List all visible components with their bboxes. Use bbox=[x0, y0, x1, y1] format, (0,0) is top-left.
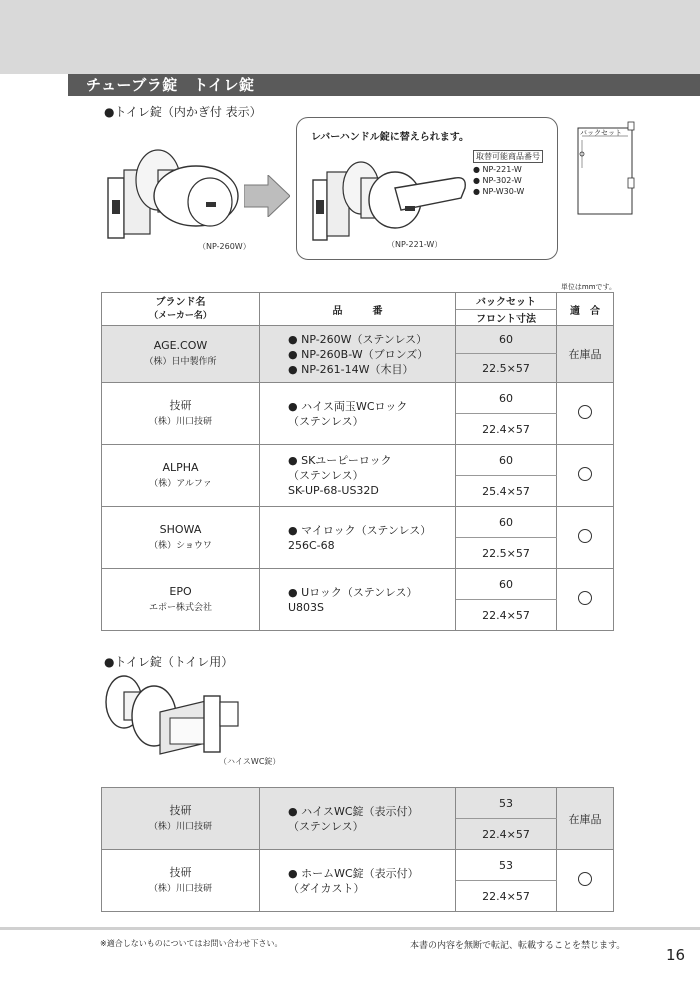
callout-title: レバーハンドル錠に替えられます。 bbox=[311, 132, 469, 143]
table-row bbox=[102, 507, 614, 538]
arrow-right-icon bbox=[244, 175, 290, 217]
compatible-circle-icon bbox=[578, 467, 592, 481]
spec-table-toilet bbox=[101, 787, 614, 912]
backset-value: 53 bbox=[456, 788, 557, 819]
table-row bbox=[102, 569, 614, 600]
page-number: 16 bbox=[666, 946, 686, 964]
backset-value: 53 bbox=[456, 850, 557, 881]
spec-table-main bbox=[101, 292, 614, 631]
fit-cell bbox=[557, 507, 614, 569]
front-value: 25.4×57 bbox=[456, 476, 557, 507]
header-fit: 適 合 bbox=[557, 293, 614, 326]
page-title: チューブラ錠 トイレ錠 bbox=[68, 74, 700, 96]
top-band bbox=[0, 0, 700, 74]
table-row bbox=[102, 445, 614, 476]
product-cell: ● マイロック（ステンレス） 256C-68 bbox=[260, 507, 456, 569]
compatible-item: ● NP-302-W bbox=[473, 176, 522, 185]
product-cell: ● SKユーピーロック （ステンレス） SK-UP-68-US32D bbox=[260, 445, 456, 507]
compatible-item: ● NP-221-W bbox=[473, 165, 522, 174]
product-cell: ● NP-260W（ステンレス） ● NP-260B-W（ブロンズ） ● NP-261-14W（木目） bbox=[260, 326, 456, 383]
compatible-circle-icon bbox=[578, 872, 592, 886]
product-cell: ● ハイス両玉WCロック （ステンレス） bbox=[260, 383, 456, 445]
toilet-lock-illustration bbox=[100, 672, 250, 764]
header-brand: ブランド名 （メーカー名） bbox=[102, 293, 260, 326]
table-row bbox=[102, 326, 614, 354]
tubular-lock-illustration bbox=[98, 140, 248, 248]
lever-handle-callout bbox=[296, 117, 558, 260]
compatible-circle-icon bbox=[578, 529, 592, 543]
header-product: 品 番 bbox=[260, 293, 456, 326]
front-value: 22.4×57 bbox=[456, 881, 557, 912]
brand-cell: AGE.COW （株）日中製作所 bbox=[102, 326, 260, 383]
product-cell: ● ホームWC錠（表示付） （ダイカスト） bbox=[260, 850, 456, 912]
compatible-item: ● NP-W30-W bbox=[473, 187, 525, 196]
front-value: 22.4×57 bbox=[456, 600, 557, 631]
compatible-circle-icon bbox=[578, 405, 592, 419]
front-value: 22.4×57 bbox=[456, 819, 557, 850]
compatible-product-list bbox=[473, 150, 543, 197]
header-backset: バックセット bbox=[456, 293, 557, 310]
front-value: 22.4×57 bbox=[456, 414, 557, 445]
backset-value: 60 bbox=[456, 326, 557, 354]
backset-label: バックセット bbox=[580, 129, 622, 137]
fit-cell bbox=[557, 383, 614, 445]
product-cell: ● ハイスWC錠（表示付） （ステンレス） bbox=[260, 788, 456, 850]
fit-cell bbox=[557, 850, 614, 912]
backset-value: 60 bbox=[456, 445, 557, 476]
brand-cell: 技研 （株）川口技研 bbox=[102, 788, 260, 850]
fit-value: 在庫品 bbox=[557, 326, 614, 383]
compatible-circle-icon bbox=[578, 591, 592, 605]
section-label-toilet-indicator: ●トイレ錠（内かぎ付 表示） bbox=[104, 105, 262, 119]
fit-value: 在庫品 bbox=[557, 788, 614, 850]
brand-cell: ALPHA （株）アルファ bbox=[102, 445, 260, 507]
table-row bbox=[102, 383, 614, 414]
front-value: 22.5×57 bbox=[456, 354, 557, 383]
toilet-lock-caption: （ハイスWC錠） bbox=[219, 757, 281, 766]
backset-value: 60 bbox=[456, 569, 557, 600]
unit-note: 単位はmmです。 bbox=[560, 283, 616, 291]
fit-cell bbox=[557, 569, 614, 631]
footer-note: ※適合しないものについてはお問い合わせ下さい。 bbox=[100, 939, 283, 948]
front-value: 22.5×57 bbox=[456, 538, 557, 569]
lever-lock-illustration bbox=[305, 158, 475, 250]
table-row bbox=[102, 788, 614, 819]
brand-cell: 技研 （株）川口技研 bbox=[102, 383, 260, 445]
brand-cell: SHOWA （株）ショウワ bbox=[102, 507, 260, 569]
table-row bbox=[102, 850, 614, 881]
compatible-header: 取替可能商品番号 bbox=[473, 150, 543, 163]
backset-value: 60 bbox=[456, 383, 557, 414]
left-lock-caption: （NP-260W） bbox=[198, 242, 251, 251]
footer-copyright: 本書の内容を無断で転記、転載することを禁じます。 bbox=[410, 941, 626, 951]
header-front: フロント寸法 bbox=[456, 309, 557, 326]
brand-cell: EPO エポー株式会社 bbox=[102, 569, 260, 631]
lever-lock-caption: （NP-221-W） bbox=[387, 240, 443, 249]
brand-cell: 技研 （株）川口技研 bbox=[102, 850, 260, 912]
product-cell: ● Uロック（ステンレス） U803S bbox=[260, 569, 456, 631]
footer-divider bbox=[0, 927, 700, 930]
section-label-toilet: ●トイレ錠（トイレ用） bbox=[104, 655, 234, 669]
backset-value: 60 bbox=[456, 507, 557, 538]
fit-cell bbox=[557, 445, 614, 507]
